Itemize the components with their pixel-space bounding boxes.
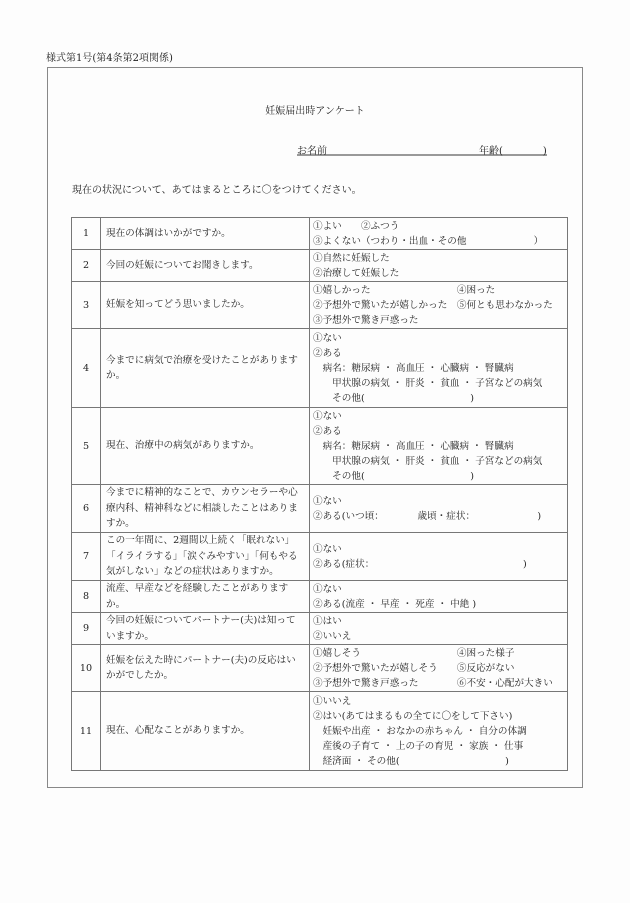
question-row <box>72 613 568 645</box>
answer-options <box>310 329 568 408</box>
answer-options <box>310 485 568 533</box>
answer-options <box>310 581 568 613</box>
question-row <box>72 692 568 771</box>
question-row <box>72 250 568 282</box>
answer-options <box>310 613 568 645</box>
answer-option[interactable]: ③予想外で驚き戸惑った ⑥不安・心配が大きい <box>313 677 553 689</box>
answer-option[interactable]: ②ある(流産 ・ 早産 ・ 死産 ・ 中絶 ) <box>313 598 477 610</box>
answer-option[interactable]: 病名：糖尿病 ・ 高血圧 ・ 心臓病 ・ 腎臓病 <box>313 440 514 452</box>
question-text: 今回の妊娠についてパートナー(夫)は知っていますか。 <box>101 613 310 645</box>
question-number: 2 <box>72 250 101 282</box>
answer-option[interactable]: ①ない <box>313 495 342 507</box>
question-text: 現在の体調はいかがですか。 <box>101 218 310 250</box>
instruction-text: 現在の状況について、あてはまるところに〇をつけてください。 <box>72 185 362 196</box>
age-field[interactable]: 年齢( ) <box>479 146 547 157</box>
question-number: 3 <box>72 282 101 329</box>
question-text: 妊娠を伝えた時にパートナー(夫)の反応はいかがでしたか。 <box>101 645 310 692</box>
questionnaire-frame <box>47 67 583 788</box>
answer-option[interactable]: 妊娠や出産 ・ おなかの赤ちゃん ・ 自分の体調 <box>313 725 527 737</box>
question-text: 現在、心配なことがありますか。 <box>101 692 310 771</box>
form-number-label: 様式第1号(第4条第2項関係) <box>46 53 173 64</box>
answer-options <box>310 218 568 250</box>
answer-option[interactable]: ①よい ②ふつう <box>313 220 400 232</box>
answer-options <box>310 533 568 581</box>
answer-option[interactable]: ②予想外で驚いたが嬉しかった ⑤何とも思わなかった <box>313 299 553 311</box>
answer-option[interactable]: ②いいえ <box>313 630 352 642</box>
question-row <box>72 645 568 692</box>
answer-option[interactable]: ②治療して妊娠した <box>313 267 400 279</box>
question-number: 1 <box>72 218 101 250</box>
question-number: 11 <box>72 692 101 771</box>
answer-option[interactable]: ②ある(症状： ) <box>313 558 527 570</box>
answer-option[interactable]: ③予想外で驚き戸惑った <box>313 314 419 326</box>
question-number: 10 <box>72 645 101 692</box>
answer-option[interactable]: ①嬉しそう ④困った様子 <box>313 647 515 659</box>
answer-option[interactable]: ①自然に妊娠した <box>313 252 390 264</box>
question-row <box>72 408 568 485</box>
question-text: 流産、早産などを経験したことがありますか。 <box>101 581 310 613</box>
answer-option[interactable]: 産後の子育て ・ 上の子の育児 ・ 家族 ・ 仕事 <box>313 740 524 752</box>
document-title: 妊娠届出時アンケート <box>265 106 365 117</box>
answer-option[interactable]: 甲状腺の病気 ・ 肝炎 ・ 貧血 ・ 子宮などの病気 <box>313 377 543 389</box>
answer-options <box>310 408 568 485</box>
answer-option[interactable]: ②予想外で驚いたが嬉しそう ⑤反応がない <box>313 662 515 674</box>
question-row <box>72 282 568 329</box>
answer-options <box>310 692 568 771</box>
answer-option[interactable]: 甲状腺の病気 ・ 肝炎 ・ 貧血 ・ 子宮などの病気 <box>313 455 543 467</box>
answer-option[interactable]: ①ない <box>313 410 342 422</box>
answer-option[interactable]: ③よくない（つわり・出血・その他 ） <box>313 235 544 247</box>
answer-option[interactable]: ②はい(あてはまるもの全てに〇をして下さい) <box>313 710 513 722</box>
question-row <box>72 533 568 581</box>
questionnaire-table <box>71 217 568 771</box>
answer-options <box>310 282 568 329</box>
question-number: 5 <box>72 408 101 485</box>
answer-option[interactable]: ②ある(いつ頃： 歳頃・症状： ) <box>313 510 542 522</box>
question-text: 今回の妊娠についてお聞きします。 <box>101 250 310 282</box>
answer-option[interactable]: ①ない <box>313 583 342 595</box>
answer-option[interactable]: ①ない <box>313 332 342 344</box>
answer-option[interactable]: ①嬉しかった ④困った <box>313 284 496 296</box>
question-number: 9 <box>72 613 101 645</box>
question-text: 今までに病気で治療を受けたことがありますか。 <box>101 329 310 408</box>
question-text: 今までに精神的なことで、カウンセラーや心療内科、精神科などに相談したことはありますか。 <box>101 485 310 533</box>
question-text: 現在、治療中の病気がありますか。 <box>101 408 310 485</box>
answer-option[interactable]: その他( ) <box>313 470 474 482</box>
question-row <box>72 329 568 408</box>
question-number: 7 <box>72 533 101 581</box>
answer-option[interactable]: ②ある <box>313 347 342 359</box>
question-number: 8 <box>72 581 101 613</box>
answer-option[interactable]: 病名：糖尿病 ・ 高血圧 ・ 心臓病 ・ 腎臓病 <box>313 362 514 374</box>
question-number: 4 <box>72 329 101 408</box>
name-field[interactable]: お名前 <box>297 146 327 157</box>
answer-option[interactable]: ①ない <box>313 543 342 555</box>
question-row <box>72 581 568 613</box>
answer-option[interactable]: ①はい <box>313 615 342 627</box>
answer-option[interactable]: 経済面 ・ その他( ) <box>313 755 509 767</box>
answer-option[interactable]: ①いいえ <box>313 695 352 707</box>
answer-option[interactable]: その他( ) <box>313 392 474 404</box>
question-row <box>72 218 568 250</box>
question-text: 妊娠を知ってどう思いましたか。 <box>101 282 310 329</box>
answer-option[interactable]: ②ある <box>313 425 342 437</box>
question-number: 6 <box>72 485 101 533</box>
answer-options <box>310 645 568 692</box>
question-text: この一年間に、2週間以上続く「眠れない」「イライラする」「涙ぐみやすい」「何もやる気がしない」などの症状はありますか。 <box>101 533 310 581</box>
name-age-line <box>297 142 547 156</box>
question-row <box>72 485 568 533</box>
answer-options <box>310 250 568 282</box>
